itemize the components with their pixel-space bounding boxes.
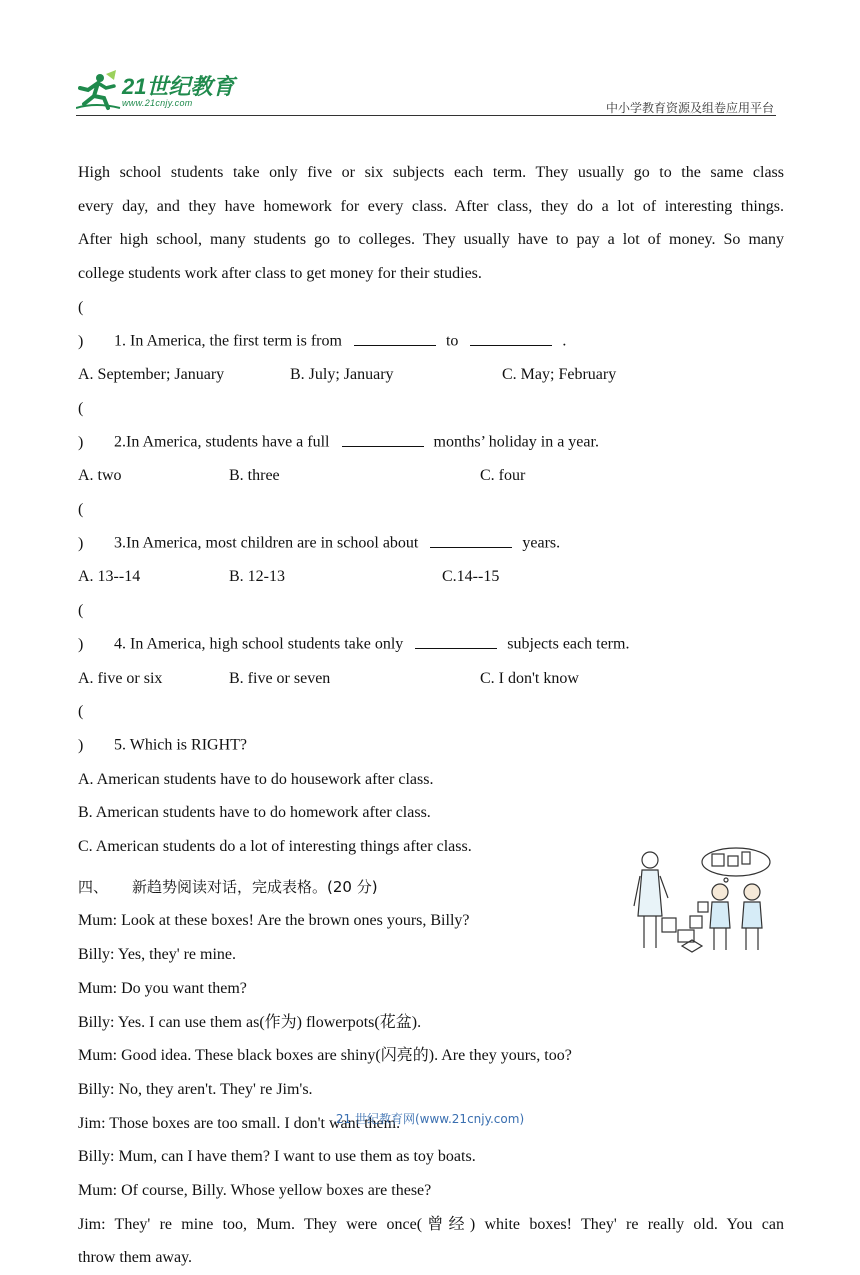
option: B. three [229,467,280,485]
section-4-heading: 四、 新趋势阅读对话，完成表格。(20 分) [78,877,378,896]
option: C. I don't know [480,669,579,687]
answer-paren: () [78,298,84,350]
dialogue-line: Mum: Do you want them? [78,979,247,997]
options-row [78,662,784,696]
dialogue-line: Mum: Good idea. These black boxes are shiny(闪亮的). Are they yours, too? [78,1047,572,1065]
family-boxes-illustration [632,846,772,958]
passage-line: every day, and they have homework for every class. After class, they do a lot of interesting things. [78,197,784,215]
option: B. five or seven [229,669,331,687]
question-4: () 4. In America, high school students take only subjects each term. [78,594,784,661]
option: B. July; January [290,366,394,384]
options-row [78,358,784,392]
page-header [0,0,860,120]
answer-paren: () [78,703,84,754]
option: A. September; January [78,366,225,384]
logo-url: www.21cnjy.com [122,98,193,108]
question-3: () 3.In America, most children are in school about years. [78,493,784,560]
answer-blank [430,533,512,548]
option: C. American students do a lot of interesting things after class. [78,838,472,855]
options-row [78,459,784,493]
question-5: () 5. Which is RIGHT? [78,695,784,762]
dialogue-line: Mum: Of course, Billy. Whose yellow boxes are these? [78,1182,432,1200]
option: C. four [480,467,526,485]
dialogue-line: Billy: Yes. I can use them as(作为) flowerpots(花盆). [78,1013,422,1031]
answer-paren: () [78,602,84,653]
option: A. five or six [78,669,163,687]
answer-paren: () [78,501,84,552]
answer-blank [342,432,424,447]
page-footer: 21 世纪教育网(www.21cnjy.com) [335,1112,525,1126]
answer-blank [470,331,552,346]
logo-text: 21世纪教育 [122,74,235,99]
logo [76,68,246,114]
option: C.14--15 [442,568,500,586]
option: A. 13--14 [78,568,141,586]
options-row [78,560,784,594]
answer-paren: () [78,399,84,451]
option: A. two [78,467,122,485]
option: B. American students have to do homework after class. [78,804,431,822]
passage-line: college students work after class to get money for their studies. [78,265,482,283]
dialogue-line: throw them away. [78,1249,193,1267]
dialogue-line: Mum: Look at these boxes! Are the brown ones yours, Billy? [78,912,470,930]
answer-blank [415,634,497,649]
option: B. 12-13 [229,568,285,586]
dialogue-line: Billy: Mum, can I have them? I want to use them as toy boats. [78,1148,476,1166]
header-divider [76,115,776,116]
dialogue-line: Jim: They' re mine too, Mum. They were once(曾经) white boxes! They' re really old. You can [78,1215,784,1233]
document-body [78,156,784,1275]
question-1: () 1. In America, the first term is from to . [78,291,784,358]
passage-line: After high school, many students go to colleges. They usually have to pay a lot of money. So many [78,231,784,249]
dialogue-line: Jim: Those boxes are too small. I don't want them. [78,1114,401,1132]
header-tagline: 中小学教育资源及组卷应用平台 [605,101,774,115]
runner-icon [76,68,122,112]
question-2: () 2.In America, students have a full months’ holiday in a year. [78,392,784,459]
dialogue-line: Billy: Yes, they' re mine. [78,946,236,964]
dialogue-line: Billy: No, they aren't. They' re Jim's. [78,1080,313,1098]
option: A. American students have to do housework after class. [78,770,434,788]
option: C. May; February [502,366,617,384]
passage-line: High school students take only five or six subjects each term. They usually go to the same class [78,164,784,181]
answer-blank [354,331,436,346]
